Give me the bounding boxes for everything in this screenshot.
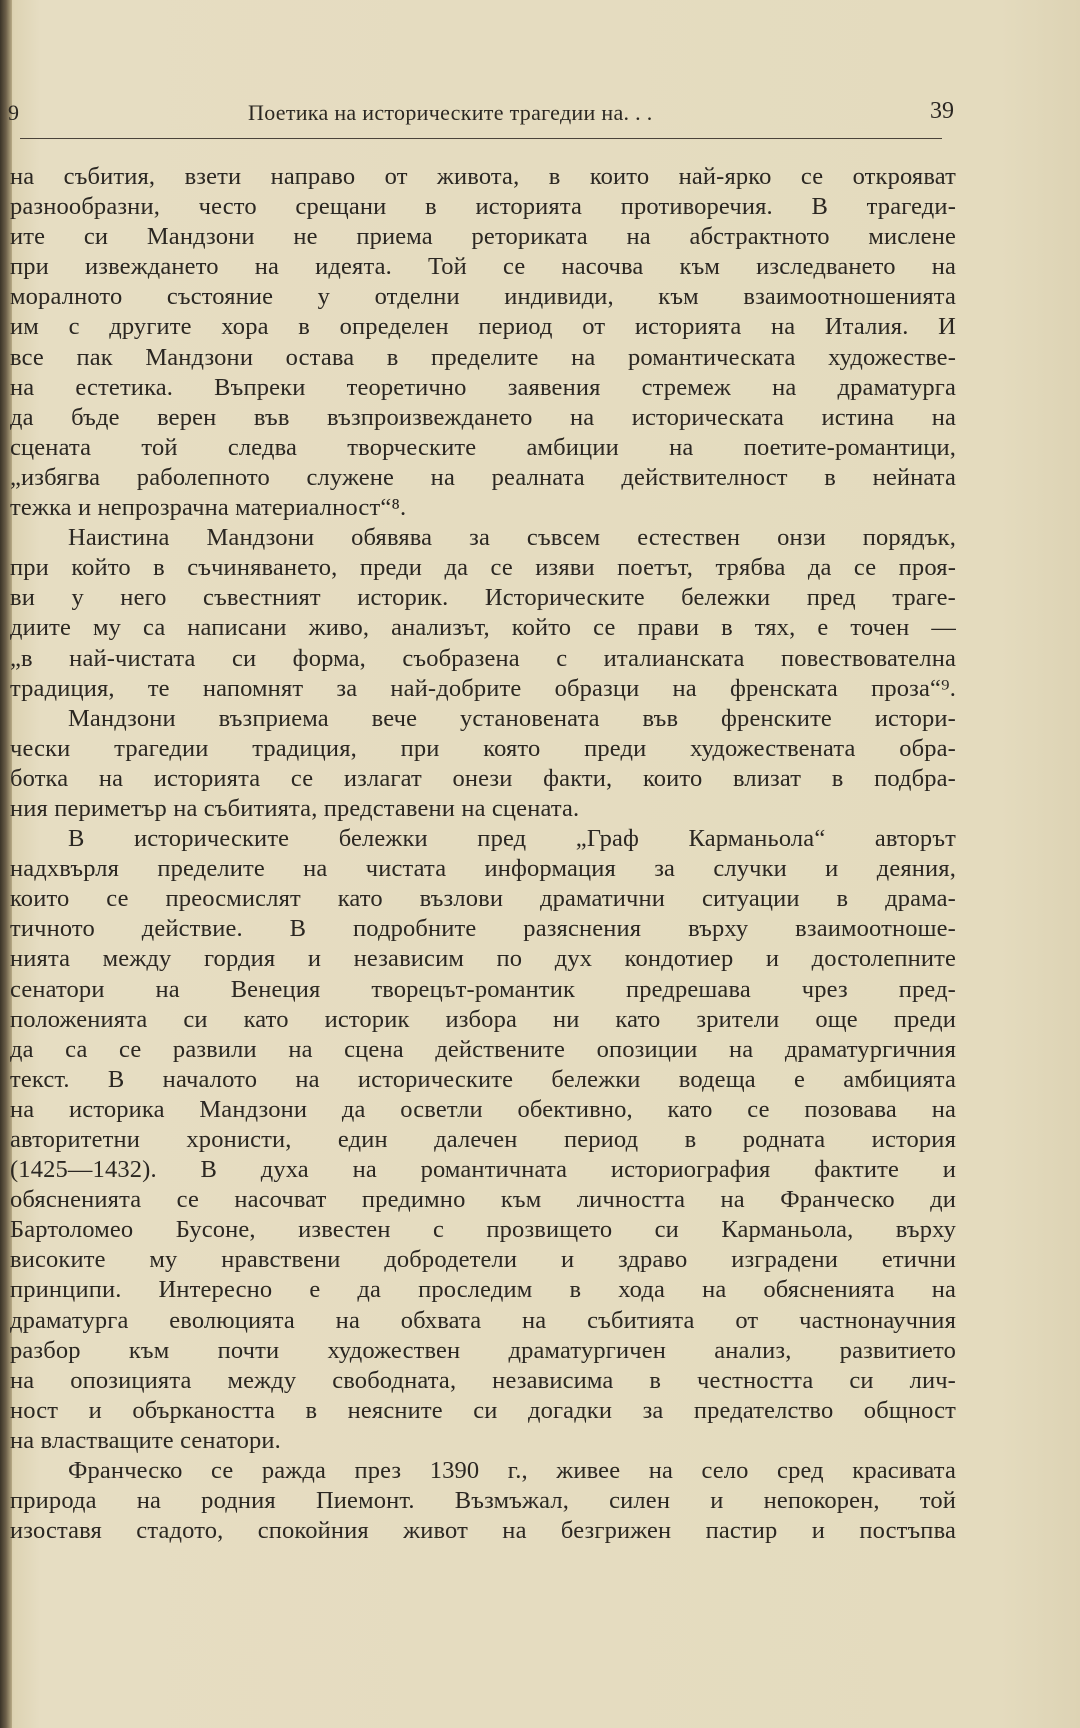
text-line: природа на родния Пиемонт. Възмъжал, силен и непокорен, той	[10, 1487, 956, 1515]
text-line: авторитетни хронисти, един далечен период в родната история	[10, 1126, 956, 1153]
text-line: при който в съчиняването, преди да се изяви поетът, трябва да се проя-	[10, 554, 956, 582]
text-line: ви у него съвестният историк. Историческите бележки пред траге-	[10, 584, 956, 612]
text-line: положенията си като историк избора ни като зрители още преди	[10, 1005, 956, 1033]
text-line: изоставя стадото, спокойния живот на безгрижен пастир и постъпва	[10, 1517, 956, 1545]
text-line: В историческите бележки пред „Граф Карманьола“ авторът	[68, 825, 956, 853]
paragraph-2	[10, 523, 956, 704]
text-line: им с другите хора в определен период от историята на Италия. И	[10, 313, 956, 341]
text-line: високите му нравствени добродетели и здраво изградени етични	[10, 1246, 956, 1274]
text-line: текст. В началото на историческите бележки водеща е амбицията	[10, 1065, 956, 1093]
text-line: на властващите сенатори.	[10, 1426, 281, 1454]
text-line: на опозицията между свободната, независима в честността си лич-	[10, 1366, 956, 1394]
text-line: Мандзони възприема вече установената във френските истори-	[68, 704, 956, 732]
paragraph-5	[10, 1456, 956, 1546]
page-number: 39	[930, 98, 954, 124]
text-line: „в най-чистата си форма, съобразена с италианската повествователна	[10, 644, 956, 672]
text-line: разбор към почти художествен драматургичен анализ, развитието	[10, 1336, 956, 1364]
text-line: моралното състояние у отделни индивиди, към взаимоотношенията	[10, 283, 956, 311]
text-line: Франческо се ражда през 1390 г., живее на село сред красивата	[68, 1457, 956, 1485]
paragraph-1	[10, 162, 956, 523]
text-line: принципи. Интересно е да проследим в хода на обясненията на	[10, 1276, 956, 1304]
text-line: обясненията се насочват предимно към личността на Франческо ди	[10, 1186, 956, 1214]
text-line: тежка и непрозрачна материалност“⁸.	[10, 494, 407, 522]
text-line: тичното действие. В подробните разяснения върху взаимоотноше-	[10, 915, 956, 943]
text-line: „избягва раболепното служене на реалната действителност в нейната	[10, 463, 956, 491]
text-line: ния периметър на събитията, представени на сцената.	[10, 794, 580, 822]
paragraph-3	[10, 704, 956, 824]
header-edge-number: 9	[8, 100, 19, 125]
text-line: на естетика. Въпреки теоретично заявения стремеж на драматурга	[10, 373, 956, 401]
body-text	[10, 162, 956, 1546]
running-header	[8, 96, 974, 132]
text-line: ботка на историята се излагат онези факти, които влизат в подбра-	[10, 764, 956, 792]
text-line: на историка Мандзони да осветли обективно, като се позовава на	[10, 1095, 956, 1123]
running-title: Поетика на историческите трагедии на. . .	[248, 100, 653, 125]
text-line: Наистина Мандзони обявява за съвсем естествен онзи порядък,	[68, 524, 956, 552]
text-line: нията между гордия и независим по дух кондотиер и достолепните	[10, 945, 956, 973]
header-rule	[20, 138, 942, 139]
text-line: чески трагедии традиция, при която преди художествената обра-	[10, 734, 956, 762]
text-line: да бъде верен във възпроизвеждането на историческата истина на	[10, 403, 956, 431]
text-line: да са се развили на сцена действените опозиции на драматургичния	[10, 1035, 956, 1063]
text-line: надхвърля пределите на чистата информация за случки и деяния,	[10, 855, 956, 883]
text-line: ност и объркаността в неясните си догадки за предателство общност	[10, 1396, 956, 1424]
text-line: сцената той следва творческите амбиции на поетите-романтици,	[10, 433, 956, 461]
text-line: диите му са написани живо, анализът, който се прави в тях, е точен —	[10, 614, 956, 642]
text-line: ите си Мандзони не приема реториката на абстрактното мислене	[10, 223, 956, 251]
text-line: сенатори на Венеция творецът-романтик предрешава чрез пред-	[10, 975, 956, 1003]
text-line: които се преосмислят като възлови драматични ситуации в драма-	[10, 885, 956, 913]
text-line: традиция, те напомнят за най-добрите образци на френската проза“⁹.	[10, 674, 956, 702]
paragraph-4	[10, 824, 956, 1456]
text-line: при извеждането на идеята. Той се насочва към изследването на	[10, 253, 956, 281]
text-line: Бартоломео Бусоне, известен с прозвището си Карманьола, върху	[10, 1216, 956, 1244]
text-line: (1425—1432). В духа на романтичната историография фактите и	[10, 1156, 956, 1184]
text-line: на събития, взети направо от живота, в които най-ярко се открояват	[10, 163, 956, 190]
text-line: все пак Мандзони остава в пределите на романтическата художестве-	[10, 343, 956, 371]
text-line: драматурга еволюцията на обхвата на събитията от частнонаучния	[10, 1306, 956, 1334]
text-line: разнообразни, често срещани в историята противоречия. В трагеди-	[10, 193, 956, 221]
